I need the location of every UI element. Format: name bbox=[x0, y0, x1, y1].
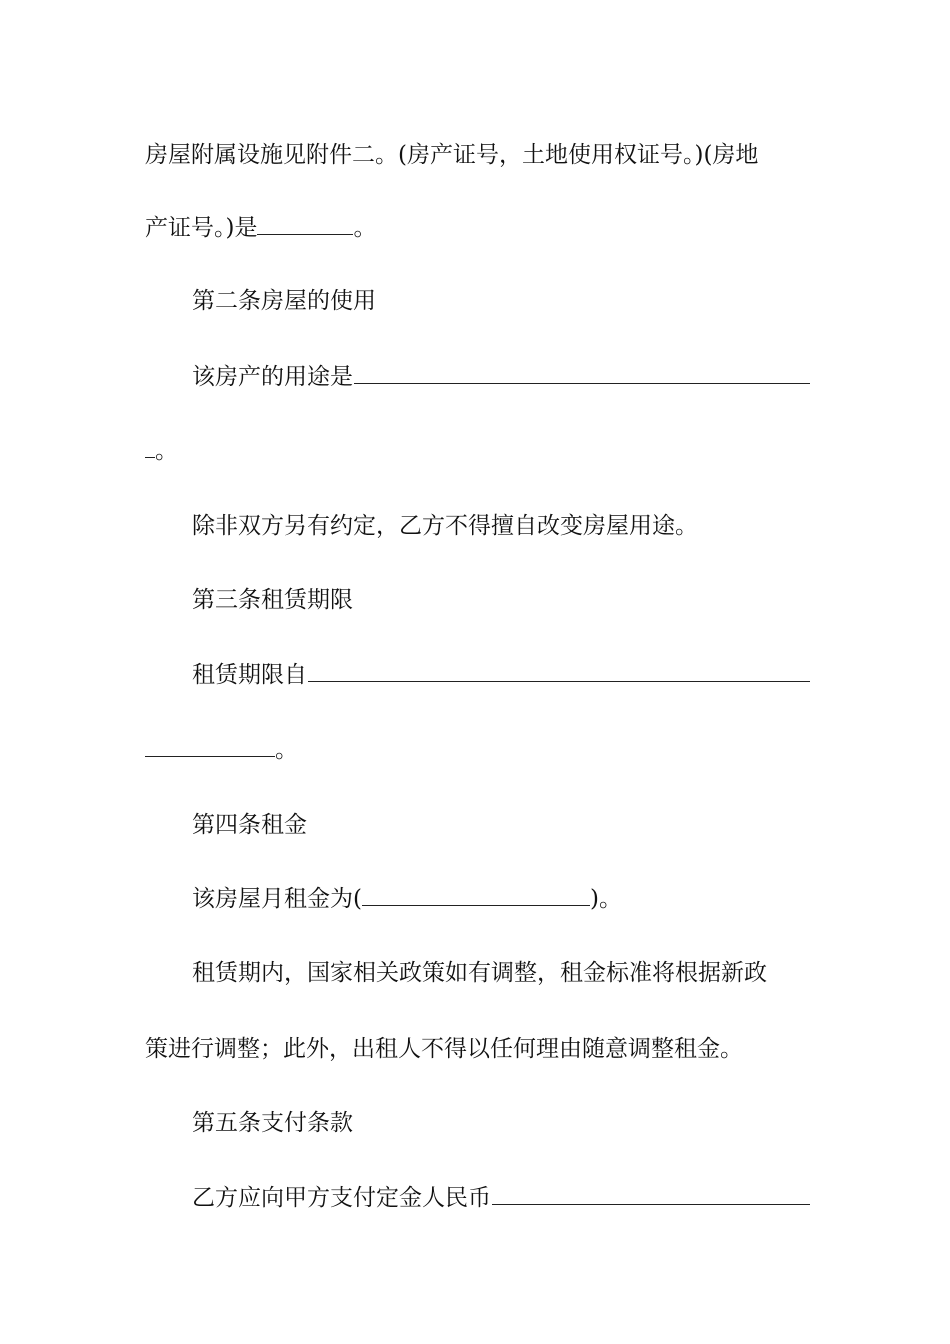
text-fragment: 该房屋月租金为( bbox=[192, 886, 362, 912]
paragraph-line: 除非双方另有约定，乙方不得擅自改变房屋用途。 bbox=[192, 513, 698, 539]
text-fragment: 。 bbox=[353, 215, 377, 241]
article-heading: 第五条支付条款 bbox=[192, 1110, 353, 1136]
fill-in-blank bbox=[362, 885, 590, 906]
article-heading: 第二条房屋的使用 bbox=[192, 288, 376, 314]
paragraph-line bbox=[145, 735, 810, 765]
text-fragment: 乙方应向甲方支付定金人民币 bbox=[192, 1185, 491, 1211]
text-fragment: 。 bbox=[275, 737, 298, 763]
paragraph-line bbox=[192, 1183, 810, 1213]
text-fragment: 。 bbox=[155, 438, 178, 464]
article-heading: 第三条租赁期限 bbox=[192, 587, 353, 613]
paragraph-line bbox=[145, 213, 810, 243]
text-fragment: 产证号。)是 bbox=[145, 215, 258, 241]
fill-in-blank bbox=[308, 661, 810, 682]
fill-in-blank bbox=[145, 736, 275, 757]
paragraph-line bbox=[192, 362, 810, 392]
fill-in-blank bbox=[257, 214, 353, 235]
text-fragment: 租赁期限自 bbox=[192, 662, 307, 688]
text-fragment: 该房产的用途是 bbox=[192, 364, 353, 390]
paragraph-line bbox=[145, 436, 810, 466]
article-heading: 第四条租金 bbox=[192, 812, 307, 838]
paragraph-line bbox=[192, 884, 810, 914]
paragraph-line: 策进行调整；此外，出租人不得以任何理由随意调整租金。 bbox=[145, 1036, 743, 1062]
text-fragment: )。 bbox=[589, 886, 622, 912]
paragraph-line bbox=[192, 660, 810, 690]
fill-in-blank bbox=[354, 363, 810, 384]
fill-in-blank bbox=[492, 1184, 810, 1205]
paragraph-line: 租赁期内，国家相关政策如有调整，租金标准将根据新政 bbox=[192, 960, 767, 986]
fill-in-blank bbox=[145, 437, 155, 458]
paragraph-line: 房屋附属设施见附件二。(房产证号，土地使用权证号。)(房地 bbox=[145, 142, 759, 168]
